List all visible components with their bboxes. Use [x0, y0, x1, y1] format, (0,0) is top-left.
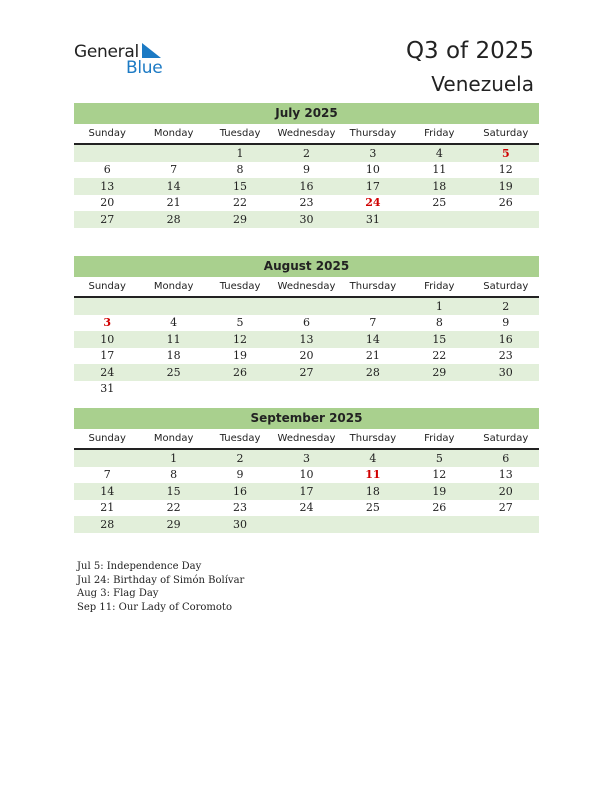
logo-word-general: General — [74, 42, 139, 62]
day-cell: 20 — [473, 483, 539, 500]
week-row — [74, 516, 539, 533]
day-cell: 12 — [498, 163, 513, 177]
day-cell: 6 — [302, 316, 310, 330]
page-title: Q3 of 2025 — [405, 38, 534, 64]
day-cell: 3 — [340, 144, 406, 162]
day-cell: 23 — [233, 501, 248, 515]
day-cell: 11 — [432, 163, 447, 177]
day-cell: 16 — [473, 331, 539, 348]
day-cell: 8 — [170, 468, 178, 482]
day-cell: 7 — [103, 468, 111, 482]
day-header: Tuesday — [207, 124, 273, 144]
day-cell: 15 — [207, 178, 273, 195]
day-cell: 11 — [140, 331, 206, 348]
day-header: Saturday — [473, 124, 539, 144]
day-cell: 30 — [207, 516, 273, 533]
day-cell: 28 — [140, 211, 206, 228]
day-cell — [406, 381, 472, 398]
week-row — [74, 211, 539, 228]
day-cell — [340, 381, 406, 398]
day-cell — [140, 297, 206, 315]
day-cell: 17 — [100, 349, 115, 363]
logo-triangle-icon — [142, 43, 162, 59]
day-cell: 14 — [340, 331, 406, 348]
day-header: Monday — [140, 277, 206, 297]
day-cell: 21 — [365, 349, 380, 363]
day-cell: 27 — [273, 364, 339, 381]
day-cell: 19 — [406, 483, 472, 500]
week-row — [74, 162, 539, 179]
day-cell: 14 — [74, 483, 140, 500]
day-cell: 1 — [140, 449, 206, 467]
day-cell — [140, 381, 206, 398]
day-cell — [74, 144, 140, 162]
day-cell: 16 — [207, 483, 273, 500]
day-cell — [473, 516, 539, 533]
day-header: Sunday — [74, 429, 140, 449]
day-cell: 15 — [406, 331, 472, 348]
day-cell: 5 — [473, 144, 539, 162]
holiday-note: Jul 5: Independence Day — [77, 561, 202, 572]
day-cell: 26 — [207, 364, 273, 381]
day-header: Sunday — [74, 277, 140, 297]
day-cell: 25 — [432, 196, 447, 210]
day-header: Thursday — [340, 124, 406, 144]
holiday-notes — [77, 560, 244, 614]
day-cell: 29 — [207, 211, 273, 228]
day-cell — [207, 381, 273, 398]
day-cell: 13 — [74, 178, 140, 195]
day-cell — [473, 381, 539, 398]
day-cell — [207, 297, 273, 315]
country-name: Venezuela — [431, 72, 534, 96]
day-cell: 31 — [100, 382, 115, 396]
day-cell: 22 — [233, 196, 248, 210]
day-cell: 10 — [74, 331, 140, 348]
day-cell: 25 — [140, 364, 206, 381]
day-cell: 28 — [340, 364, 406, 381]
day-cell: 10 — [299, 468, 314, 482]
week-row — [74, 348, 539, 365]
day-cell: 20 — [299, 349, 314, 363]
day-cell: 8 — [435, 316, 443, 330]
day-cell: 17 — [273, 483, 339, 500]
day-cell: 13 — [498, 468, 513, 482]
logo-word-blue: Blue — [126, 58, 163, 78]
day-cell: 10 — [365, 163, 380, 177]
day-cell: 24 — [74, 364, 140, 381]
day-cell: 3 — [103, 316, 112, 330]
week-row — [74, 331, 539, 348]
calendar-grid — [74, 277, 539, 397]
day-cell: 19 — [233, 349, 248, 363]
week-row — [74, 315, 539, 332]
day-cell: 27 — [74, 211, 140, 228]
day-cell: 21 — [166, 196, 181, 210]
day-header: Friday — [406, 124, 472, 144]
day-cell — [273, 381, 339, 398]
month-title: August 2025 — [74, 256, 539, 277]
day-header: Tuesday — [207, 429, 273, 449]
week-row — [74, 500, 539, 517]
day-cell: 11 — [365, 468, 381, 482]
day-cell: 6 — [473, 449, 539, 467]
week-row — [74, 297, 539, 315]
day-header: Saturday — [473, 277, 539, 297]
day-cell: 9 — [502, 316, 510, 330]
day-cell: 7 — [170, 163, 178, 177]
week-row — [74, 483, 539, 500]
day-cell: 17 — [340, 178, 406, 195]
calendar-grid — [74, 429, 539, 533]
day-cell — [140, 144, 206, 162]
week-row — [74, 364, 539, 381]
day-cell: 19 — [473, 178, 539, 195]
day-cell: 18 — [406, 178, 472, 195]
month-title: September 2025 — [74, 408, 539, 429]
month-july — [74, 103, 539, 228]
day-header: Saturday — [473, 429, 539, 449]
calendar-grid — [74, 124, 539, 228]
week-row — [74, 449, 539, 467]
day-cell: 22 — [166, 501, 181, 515]
day-header: Monday — [140, 429, 206, 449]
day-cell: 21 — [100, 501, 115, 515]
month-title: July 2025 — [74, 103, 539, 124]
day-header: Thursday — [340, 277, 406, 297]
day-cell: 3 — [273, 449, 339, 467]
week-row — [74, 178, 539, 195]
day-header: Wednesday — [273, 277, 339, 297]
day-cell: 25 — [365, 501, 380, 515]
day-cell: 9 — [236, 468, 244, 482]
day-header: Thursday — [340, 429, 406, 449]
day-cell: 8 — [236, 163, 244, 177]
day-cell: 23 — [498, 349, 513, 363]
day-cell — [406, 211, 472, 228]
day-cell: 1 — [406, 297, 472, 315]
day-cell: 4 — [406, 144, 472, 162]
day-cell: 7 — [369, 316, 377, 330]
day-cell — [273, 516, 339, 533]
day-cell: 1 — [207, 144, 273, 162]
day-cell: 2 — [207, 449, 273, 467]
day-cell: 14 — [140, 178, 206, 195]
day-cell — [74, 297, 140, 315]
day-cell: 18 — [340, 483, 406, 500]
day-cell — [273, 297, 339, 315]
day-header: Wednesday — [273, 124, 339, 144]
day-header: Sunday — [74, 124, 140, 144]
day-header: Friday — [406, 277, 472, 297]
day-cell: 4 — [340, 449, 406, 467]
generalblue-logo — [74, 42, 174, 78]
day-cell: 2 — [273, 144, 339, 162]
day-cell: 5 — [406, 449, 472, 467]
holiday-note: Aug 3: Flag Day — [77, 588, 159, 599]
day-cell: 20 — [100, 196, 115, 210]
day-cell: 12 — [207, 331, 273, 348]
day-header: Friday — [406, 429, 472, 449]
day-cell: 18 — [166, 349, 181, 363]
day-header: Tuesday — [207, 277, 273, 297]
day-cell: 4 — [170, 316, 178, 330]
day-cell: 13 — [273, 331, 339, 348]
day-cell: 2 — [473, 297, 539, 315]
day-cell — [340, 297, 406, 315]
day-cell — [473, 211, 539, 228]
week-row — [74, 381, 539, 398]
day-cell: 5 — [236, 316, 244, 330]
holiday-note: Jul 24: Birthday of Simón Bolívar — [77, 574, 245, 586]
day-cell: 31 — [340, 211, 406, 228]
day-cell: 29 — [140, 516, 206, 533]
day-cell: 28 — [74, 516, 140, 533]
month-august — [74, 256, 539, 397]
holiday-note: Sep 11: Our Lady of Coromoto — [77, 601, 232, 613]
day-cell — [406, 516, 472, 533]
day-cell: 24 — [365, 196, 381, 210]
day-cell: 23 — [299, 196, 314, 210]
week-row — [74, 467, 539, 484]
day-cell: 22 — [432, 349, 447, 363]
day-header: Wednesday — [273, 429, 339, 449]
day-cell: 12 — [432, 468, 447, 482]
week-row — [74, 144, 539, 162]
day-cell — [74, 449, 140, 467]
day-cell: 6 — [103, 163, 111, 177]
day-cell: 16 — [273, 178, 339, 195]
day-cell: 27 — [498, 501, 513, 515]
day-cell: 15 — [140, 483, 206, 500]
day-cell: 29 — [406, 364, 472, 381]
day-cell — [340, 516, 406, 533]
day-cell: 24 — [299, 501, 314, 515]
day-cell: 9 — [302, 163, 310, 177]
week-row — [74, 195, 539, 212]
day-cell: 26 — [498, 196, 513, 210]
day-header: Monday — [140, 124, 206, 144]
day-cell: 30 — [473, 364, 539, 381]
month-september — [74, 408, 539, 533]
day-cell: 30 — [273, 211, 339, 228]
day-cell: 26 — [432, 501, 447, 515]
